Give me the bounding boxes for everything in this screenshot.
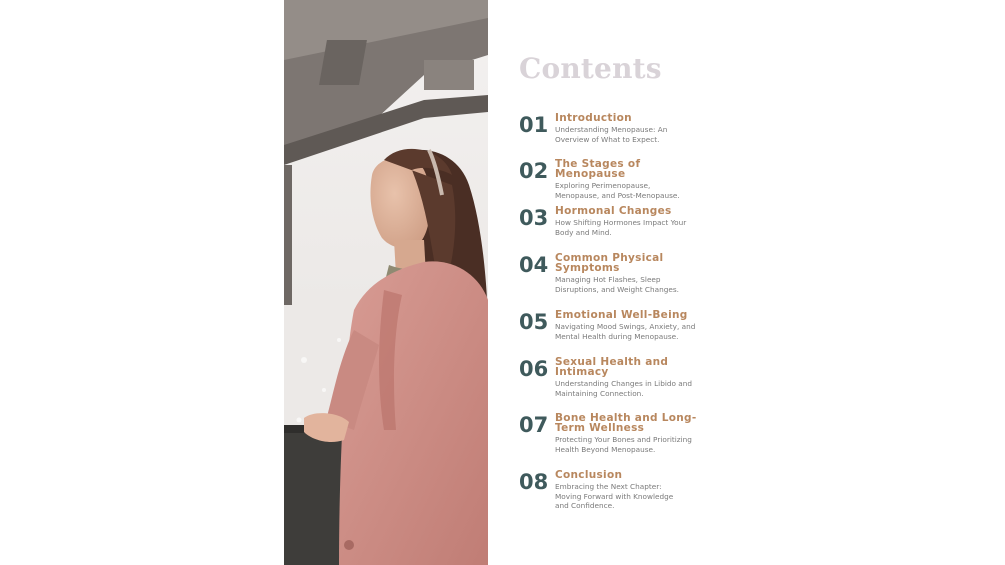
toc-item-number: 02 (519, 159, 549, 183)
toc-item-description-line: Understanding Menopause: An (555, 125, 668, 134)
toc-item-heading: Introduction (555, 112, 632, 124)
toc-item-heading-line: Intimacy (555, 366, 609, 378)
toc-item-heading: Emotional Well-Being (555, 309, 688, 321)
toc-item-text (555, 310, 707, 341)
toc-item-number: 07 (519, 413, 549, 437)
toc-item-heading-line: Sexual Health and (555, 356, 669, 368)
toc-item-description (555, 218, 707, 237)
toc-item-description-line: Embracing the Next Chapter: (555, 482, 662, 491)
toc-item-description (555, 379, 707, 398)
toc-item-description-line: Mental Health during Menopause. (555, 331, 679, 341)
toc-item-number: 06 (519, 357, 549, 381)
toc-item-description (555, 275, 707, 294)
toc-item-text (555, 159, 707, 200)
toc-item-description-line: Overview of What to Expect. (555, 134, 660, 144)
toc-item-number: 03 (519, 206, 549, 230)
toc-item-heading-line: Common Physical (555, 252, 664, 264)
toc-item-text (555, 113, 707, 144)
toc-item-description-line: Navigating Mood Swings, Anxiety, and (555, 322, 696, 331)
toc-item-number: 04 (519, 253, 549, 277)
toc-item-description-line: Protecting Your Bones and Prioritizing (555, 435, 692, 444)
toc-item-description (555, 181, 707, 200)
toc-item-heading (555, 253, 707, 273)
toc-item-description-line: Disruptions, and Weight Changes. (555, 284, 679, 294)
contents-title: Contents (519, 52, 662, 85)
toc-item-number: 08 (519, 470, 549, 494)
toc-item-description-line: and Confidence. (555, 501, 615, 511)
toc-item-heading (555, 413, 707, 433)
toc-item-description-line: Menopause, and Post-Menopause. (555, 190, 680, 200)
toc-item-text (555, 206, 707, 237)
toc-item-heading-line: Symptoms (555, 262, 620, 274)
toc-item-description-line: Managing Hot Flashes, Sleep (555, 275, 661, 284)
toc-item-description (555, 125, 707, 144)
toc-item-description-line: How Shifting Hormones Impact Your (555, 218, 687, 227)
toc-item-description-line: Body and Mind. (555, 227, 612, 237)
table-of-contents (519, 52, 719, 86)
toc-item-description-line: Maintaining Connection. (555, 388, 644, 398)
toc-item-number: 05 (519, 310, 549, 334)
toc-item-description-line: Health Beyond Menopause. (555, 444, 656, 454)
toc-item-description-line: Exploring Perimenopause, (555, 181, 651, 190)
toc-item-description (555, 435, 707, 454)
toc-item-heading (555, 357, 707, 377)
toc-item-heading-line: Bone Health and Long- (555, 412, 697, 424)
toc-item-description-line: Understanding Changes in Libido and (555, 379, 693, 388)
toc-item-text (555, 413, 707, 454)
toc-item-number: 01 (519, 113, 549, 137)
toc-item-text (555, 253, 707, 294)
toc-item-description-line: Moving Forward with Knowledge (555, 491, 674, 501)
toc-item-text (555, 357, 707, 398)
toc-item-heading-line: Term Wellness (555, 422, 645, 434)
toc-item-description (555, 322, 707, 341)
woman-photo-illustration (284, 0, 488, 565)
toc-item-heading: Conclusion (555, 469, 623, 481)
toc-item-heading: Hormonal Changes (555, 205, 672, 217)
toc-item-text (555, 470, 707, 511)
toc-item-heading: The Stages of Menopause (555, 158, 641, 180)
cover-photo (284, 0, 488, 565)
toc-item-description (555, 482, 707, 511)
